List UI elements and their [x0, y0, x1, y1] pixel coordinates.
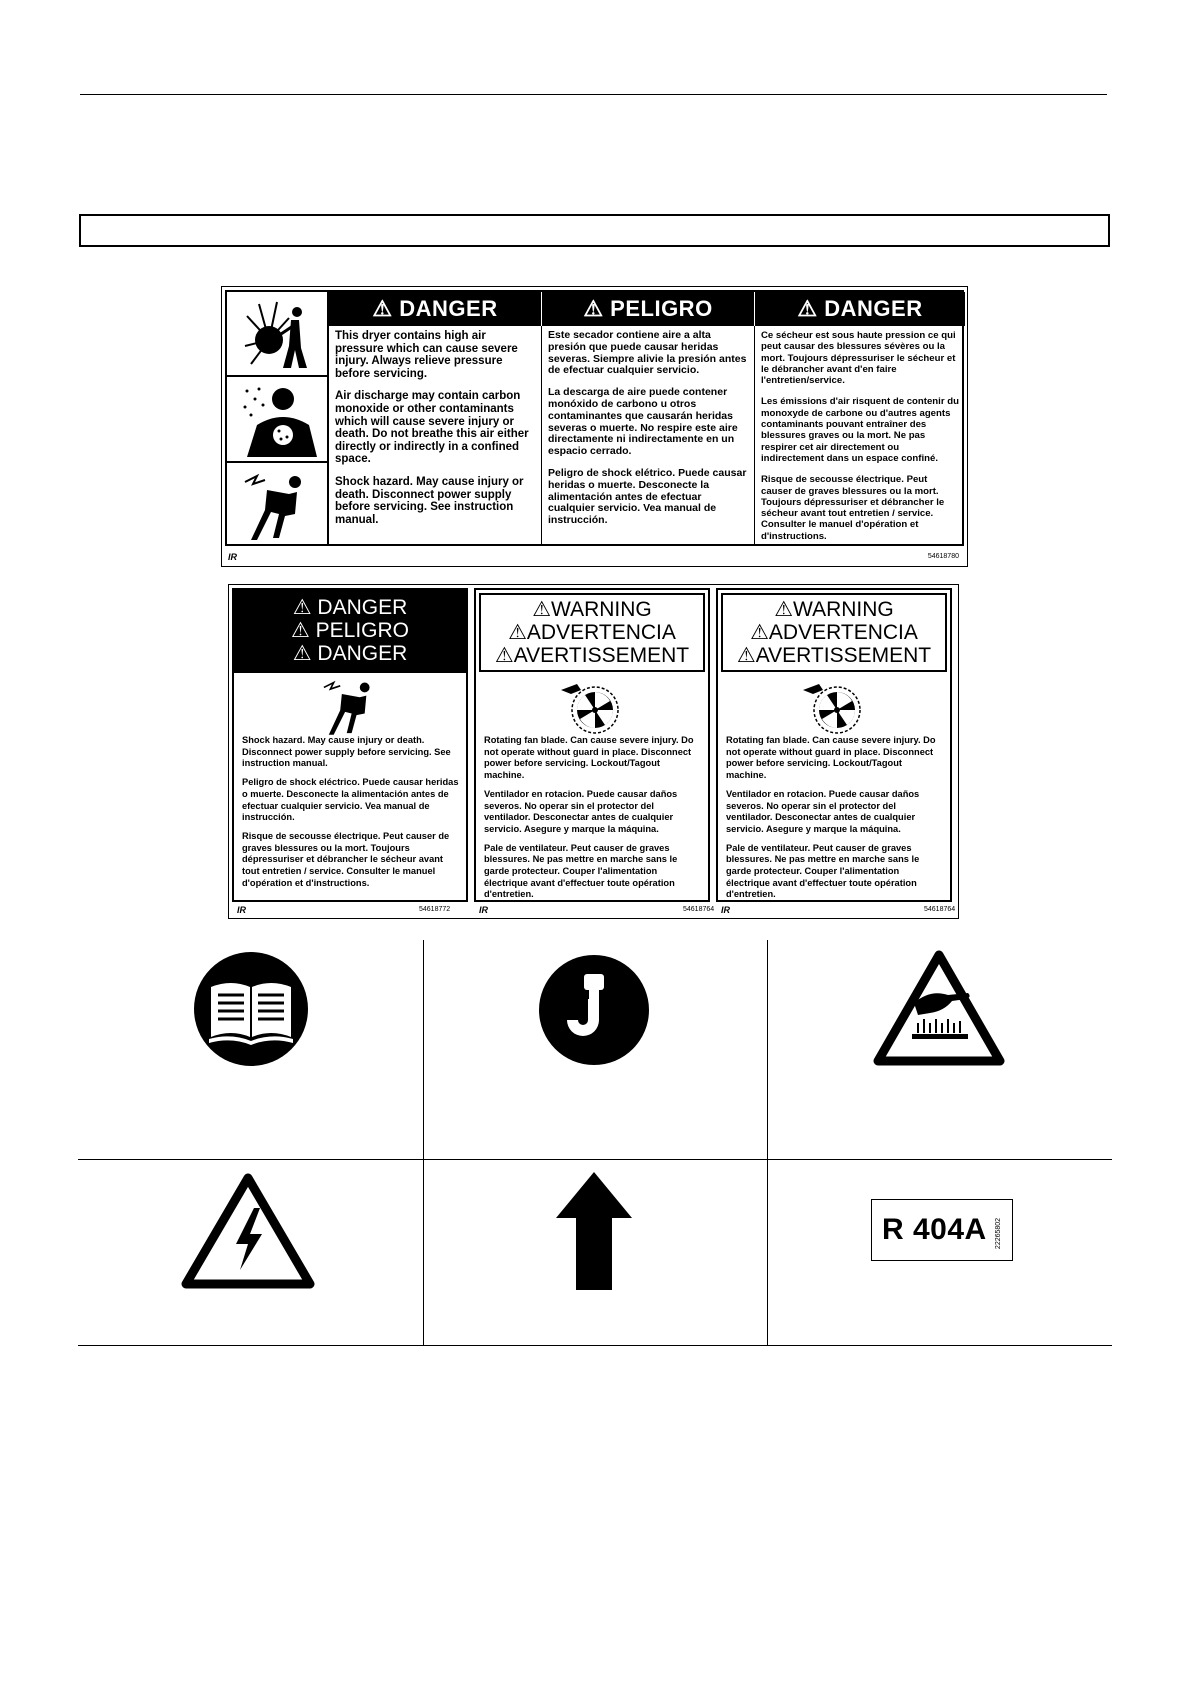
warning-triangle-icon: ⚠	[583, 296, 604, 321]
label-row	[228, 584, 959, 919]
refrigerant-type: R 404A	[882, 1213, 987, 1246]
header-line: PELIGRO	[315, 619, 410, 642]
header-line: DANGER	[317, 642, 408, 665]
top-rule	[80, 94, 1107, 95]
pictogram-column	[227, 292, 329, 544]
warning-triangle-icon: ⚠	[508, 621, 527, 644]
english-paragraph: Shock hazard. May cause injury or death. Disconnect power supply before servicing. See instruction manual.	[335, 475, 524, 526]
ir-logo: IR	[228, 552, 237, 562]
french-column	[755, 292, 965, 544]
grid-divider	[78, 1159, 1112, 1160]
part-number: 54618772	[419, 906, 451, 913]
lifting-hook-icon	[537, 953, 651, 1067]
french-paragraph: Les émissions d'air risquent de contenir du monoxyde de carbone ou d'autres agents contaminants pouvant entraîner des blessures graves ou la mort. Ne pas respirer cet air directement ou indirectement dans un espace confiné.	[761, 396, 959, 464]
warning-triangle-icon: ⚠	[774, 598, 794, 621]
ir-logo: IR	[237, 905, 246, 915]
warning-panel-header	[479, 593, 705, 672]
header-line: WARNING	[793, 598, 894, 621]
warning-panel-header	[721, 593, 947, 672]
spanish-column	[542, 292, 754, 544]
french-paragraph: Ce sécheur est sous haute pression ce qui peut causar des blessures sévères ou la mort. Toujours dépressuriser le sécheur et le débrancher avant d'en faire l'entretien/service.	[761, 330, 956, 387]
flow-direction-arrow-icon	[556, 1172, 632, 1290]
warning-triangle-icon: ⚠	[797, 296, 818, 321]
refrigerant-part-code: 22265802	[994, 1217, 1002, 1250]
shock-pictogram-icon	[227, 463, 327, 549]
header-line: ADVERTENCIA	[526, 621, 676, 644]
warning-panel	[716, 588, 952, 902]
danger-header-fr: DANGER	[824, 296, 923, 321]
ir-logo: IR	[721, 905, 730, 915]
electrical-hazard-icon	[180, 1172, 316, 1290]
panel-paragraph: Ventilador en rotacion. Puede causar daños severos. No operar sin el protector del ventilador. Desconectar antes de cualquier servicio. Asegure y marque la máquina.	[726, 788, 920, 834]
header-line: ADVERTENCIA	[768, 621, 918, 644]
read-manual-icon	[192, 950, 310, 1068]
grid-divider	[423, 940, 424, 1345]
part-number: 54618764	[683, 906, 715, 913]
fan-blade-pictogram-icon	[718, 678, 950, 738]
panel-paragraph: Rotating fan blade. Can cause severe injury. Do not operate without guard in place. Disconnect power before servicing. Lockout/Tagout machine.	[726, 735, 936, 781]
warning-triangle-icon: ⚠	[290, 619, 310, 642]
warning-panel	[474, 588, 710, 902]
warning-triangle-icon: ⚠	[750, 621, 769, 644]
panel-paragraph: Risque de secousse électrique. Peut causer de graves blessures ou la mort. Toujours dépressuriser et débrancher le sécheur avant tout entretien / service. Consulter le manuel d'opération et d'instructions.	[242, 830, 450, 888]
ir-logo: IR	[479, 905, 488, 915]
danger-panel	[232, 588, 468, 902]
part-number: 54618764	[924, 906, 956, 913]
panel-paragraph: Shock hazard. May cause injury or death. Disconnect power supply before servicing. See instruction manual.	[242, 735, 451, 769]
warning-triangle-icon: ⚠	[494, 644, 514, 667]
spanish-paragraph: La descarga de aire puede contener monóxido de carbono u otros contaminantes que causarán heridas severas o muerte. No respire este aire directamente ni indirectamente en un espacio cerrado.	[548, 386, 738, 458]
peligro-header: PELIGRO	[610, 296, 713, 321]
french-paragraph: Risque de secousse électrique. Peut causer de graves blessures ou la mort. Toujours dépressuriser et débrancher le sécheur avant tout entretien / service. Consulter le manuel d'opération et d'instructions.	[761, 474, 945, 542]
spanish-paragraph: Este secador contiene aire a alta presión que puede causar heridas severas. Siempre alivie la presión antes de efectuar cualquier servicio.	[548, 329, 747, 377]
panel-paragraph: Rotating fan blade. Can cause severe injury. Do not operate without guard in place. Disconnect power before servicing. Lockout/Tagout machine.	[484, 735, 694, 781]
header-line: AVERTISSEMENT	[755, 644, 932, 667]
english-paragraph: Air discharge may contain carbon monoxide or other contaminants which will cause severe injury or death. Do not breathe this air either directly or indirectly in a confined space.	[335, 390, 529, 466]
header-line: DANGER	[317, 596, 408, 619]
grid-divider	[78, 1345, 1112, 1346]
warning-triangle-icon: ⚠	[532, 598, 552, 621]
panel-paragraph: Pale de ventilateur. Peut causer de graves blessures. Ne pas mettre en marche sans le garde protecteur. Couper l'alimentation électrique avant d'effectuer toute opération d'entretien.	[726, 842, 920, 900]
explosion-pictogram-icon	[227, 292, 327, 377]
header-line: WARNING	[551, 598, 652, 621]
grid-divider	[767, 940, 768, 1345]
section-title-box	[79, 214, 1110, 247]
shock-pictogram-icon	[234, 676, 466, 738]
refrigerant-label	[871, 1199, 1013, 1261]
danger-label-trilingual	[221, 286, 968, 567]
header-line: AVERTISSEMENT	[513, 644, 690, 667]
danger-panel-header	[234, 590, 466, 671]
panel-paragraph: Pale de ventilateur. Peut causer de graves blessures. Ne pas mettre en marche sans le garde protecteur. Couper l'alimentation électrique avant d'effectuer toute opération d'entretien.	[484, 842, 678, 900]
hot-surface-icon	[872, 949, 1006, 1067]
english-paragraph: This dryer contains high air pressure which can cause severe injury. Always relieve pressure before servicing.	[335, 330, 518, 380]
panel-paragraph: Ventilador en rotacion. Puede causar daños severos. No operar sin el protector del ventilador. Desconectar antes de cualquier servicio. Asegure y marque la máquina.	[484, 788, 678, 834]
warning-triangle-icon: ⚠	[292, 596, 312, 619]
part-number: 54618780	[927, 553, 959, 560]
fan-blade-pictogram-icon	[476, 678, 708, 738]
warning-triangle-icon: ⚠	[292, 642, 312, 665]
warning-triangle-icon: ⚠	[372, 296, 393, 321]
panel-paragraph: Peligro de shock eléctrico. Puede causar heridas o muerte. Desconecte la alimentación antes de efectuar cualquier servicio. Vea manual de instrucción.	[242, 777, 459, 823]
warning-triangle-icon: ⚠	[736, 644, 756, 667]
spanish-paragraph: Peligro de shock elétrico. Puede causar heridas o muerte. Desconecte la alimentación antes de efectuar cualquier servicio. Vea manual de instrucción.	[548, 466, 747, 527]
toxic-air-pictogram-icon	[227, 377, 327, 463]
english-column	[329, 292, 541, 544]
danger-header: DANGER	[399, 296, 498, 321]
